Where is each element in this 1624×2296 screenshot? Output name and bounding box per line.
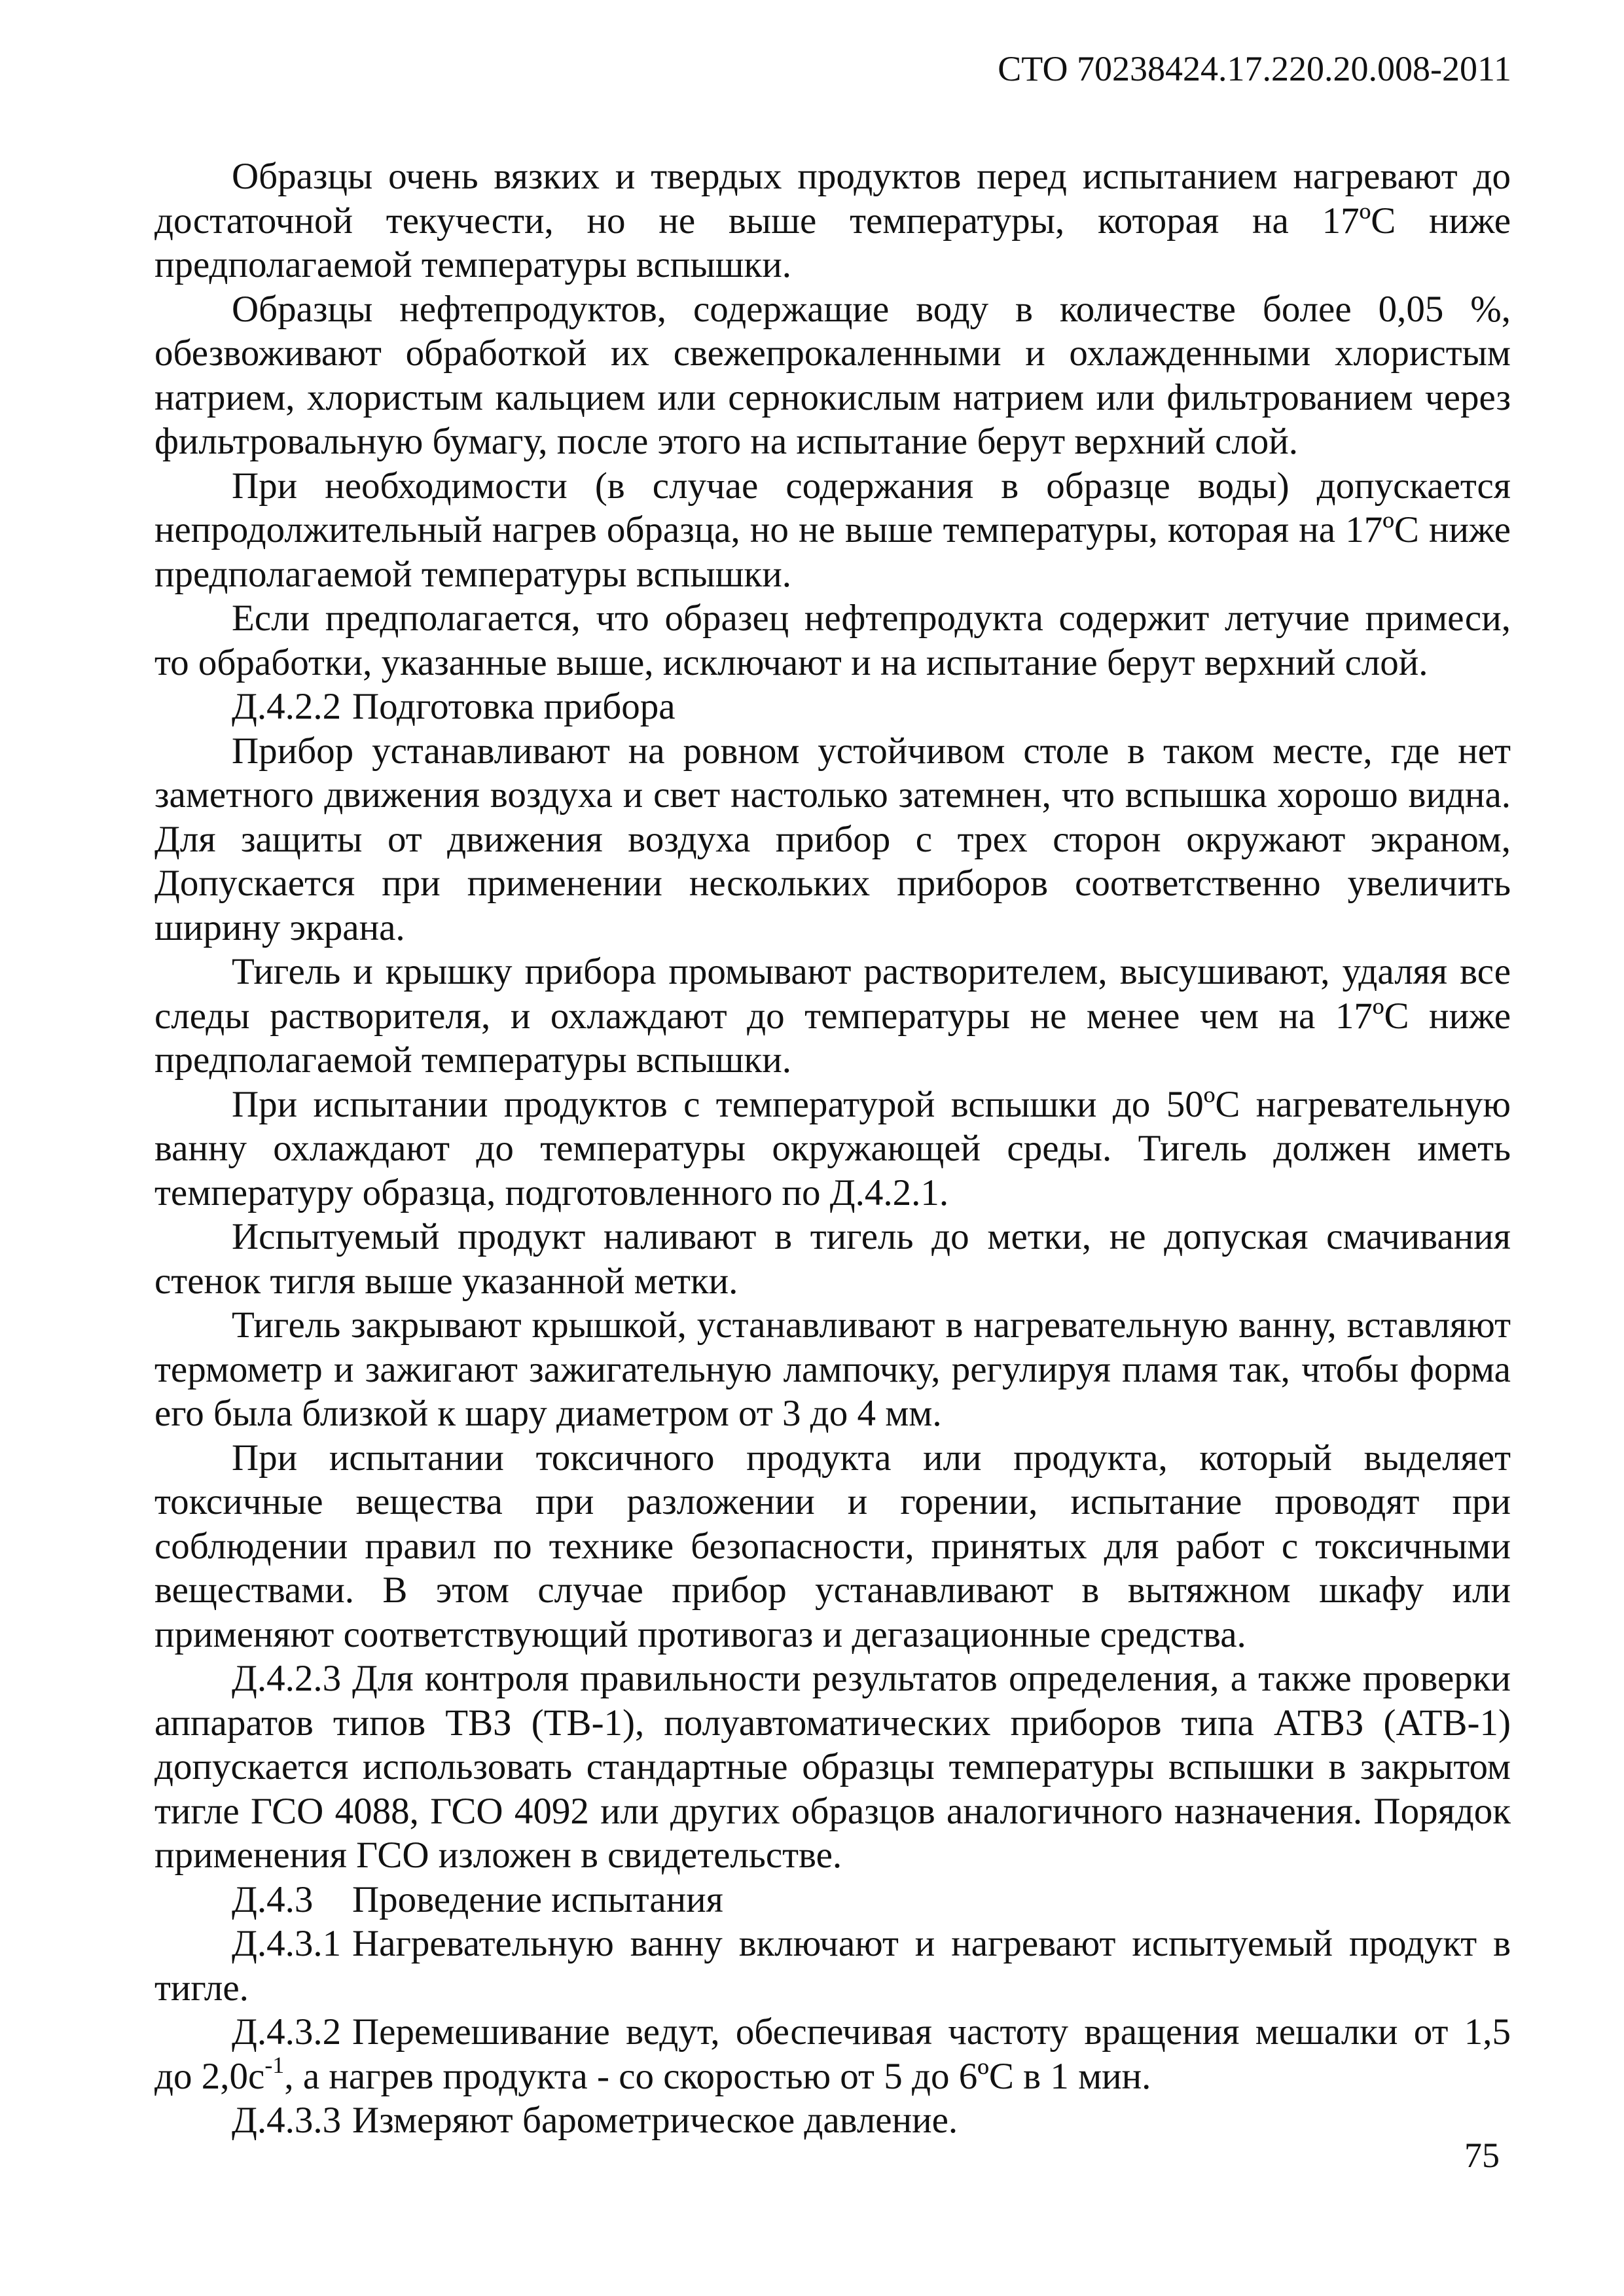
paragraph <box>154 950 1511 1083</box>
paragraph <box>154 287 1511 464</box>
paragraph-text: Прибор устанавливают на ровном устойчивом столе в таком месте, где нет заметного движения воздуха и свет настолько затемнен, что вспышка хорошо видна. Для защиты от движения воздуха прибор с трех сторон окружают экраном, Допускается при применении нескольких приборов соответственно увеличить ширину экрана. <box>154 730 1511 948</box>
paragraph-text: При испытании токсичного продукта или продукта, который выделяет токсичные вещества при разложении и горении, испытание проводят при соблюдении правил по технике безопасности, принятых для работ с токсичными веществами. В этом случае прибор устанавливают в вытяжном шкафу или применяют соответствующий противогаз и дегазационные средства. <box>154 1437 1511 1655</box>
paragraph-text: Нагревательную ванну включают и нагревают испытуемый продукт в тигле. <box>154 1923 1511 2009</box>
section-number: Д.4.3 <box>232 1878 314 1920</box>
section-heading <box>154 1878 1511 1922</box>
paragraph-text: Для контроля правильности результатов определения, а также проверки аппаратов типов ТВЗ (ТВ-1), полуавтоматических приборов типа АТВЗ (АТВ-1) допускается использовать стандартные образцы температуры вспышки в закрытом тигле ГСО 4088, ГСО 4092 или других образцов аналогичного назначения. Порядок применения ГСО изложен в свидетельстве. <box>154 1658 1511 1876</box>
paragraph-text: Образцы очень вязких и твердых продуктов перед испытанием нагревают до достаточной текучести, но не выше температуры, которая на 17ºС ниже предполагаемой температуры вспышки. <box>154 156 1511 285</box>
page-number: 75 <box>1464 2136 1500 2175</box>
section-number: Д.4.3.3 <box>232 2100 342 2141</box>
section-number: Д.4.3.1 <box>232 1923 342 1964</box>
paragraph <box>154 1436 1511 1657</box>
section-title: Подготовка прибора <box>352 686 676 727</box>
paragraph-text: Образцы нефтепродуктов, содержащие воду в количестве более 0,05 %, обезвоживают обработкой их свежепрокаленными и охлажденными хлористым натрием, хлористым кальцием или сернокислым натрием или фильтрованием через фильтровальную бумагу, после этого на испытание берут верхний слой. <box>154 288 1511 462</box>
paragraph <box>154 464 1511 597</box>
paragraph-text: Если предполагается, что образец нефтепродукта содержит летучие примеси, то обработки, указанные выше, исключают и на испытание берут верхний слой. <box>154 598 1511 683</box>
paragraph <box>154 154 1511 287</box>
section-number: Д.4.2.3 <box>232 1658 342 1699</box>
numbered-paragraph <box>154 1657 1511 1878</box>
section-title: Проведение испытания <box>352 1878 723 1920</box>
document-code: СТО 70238424.17.220.20.008-2011 <box>998 49 1511 88</box>
paragraph <box>154 1303 1511 1436</box>
paragraph-text: Тигель закрывают крышкой, устанавливают в нагревательную ванну, вставляют термометр и зажигают зажигательную лампочку, регулируя пламя так, чтобы форма его была близкой к шару диаметром от 3 до 4 мм. <box>154 1304 1511 1434</box>
paragraph-text-continued: , а нагрев продукта - со скоростью от 5 до 6ºС в 1 мин. <box>284 2055 1151 2097</box>
section-number: Д.4.2.2 <box>232 686 342 727</box>
superscript-exponent: -1 <box>264 2051 285 2078</box>
paragraph-text: Измеряют барометрическое давление. <box>352 2100 958 2141</box>
numbered-paragraph <box>154 2098 1511 2143</box>
paragraph-text: Испытуемый продукт наливают в тигель до метки, не допуская смачивания стенок тигля выше указанной метки. <box>154 1216 1511 1302</box>
numbered-paragraph <box>154 1922 1511 2010</box>
paragraph-text: При необходимости (в случае содержания в образце воды) допускается непродолжительный нагрев образца, но не выше температуры, которая на 17ºС ниже предполагаемой температуры вспышки. <box>154 465 1511 595</box>
paragraph <box>154 596 1511 685</box>
paragraph-text: Тигель и крышку прибора промывают растворителем, высушивают, удаляя все следы растворителя, и охлаждают до температуры не менее чем на 17ºС ниже предполагаемой температуры вспышки. <box>154 951 1511 1081</box>
paragraph <box>154 1083 1511 1215</box>
paragraph-text: При испытании продуктов с температурой вспышки до 50ºС нагревательную ванну охлаждают до температуры окружающей среды. Тигель должен иметь температуру образца, подготовленного по Д.4.2.1. <box>154 1083 1511 1213</box>
page-body <box>154 154 1511 2143</box>
numbered-paragraph <box>154 2010 1511 2098</box>
section-number: Д.4.3.2 <box>232 2011 342 2053</box>
paragraph-text: Перемешивание ведут, обеспечивая частоту вращения мешалки от 1,5 до 2,0с <box>154 2011 1511 2097</box>
paragraph <box>154 1215 1511 1303</box>
section-heading <box>154 685 1511 729</box>
paragraph <box>154 729 1511 950</box>
